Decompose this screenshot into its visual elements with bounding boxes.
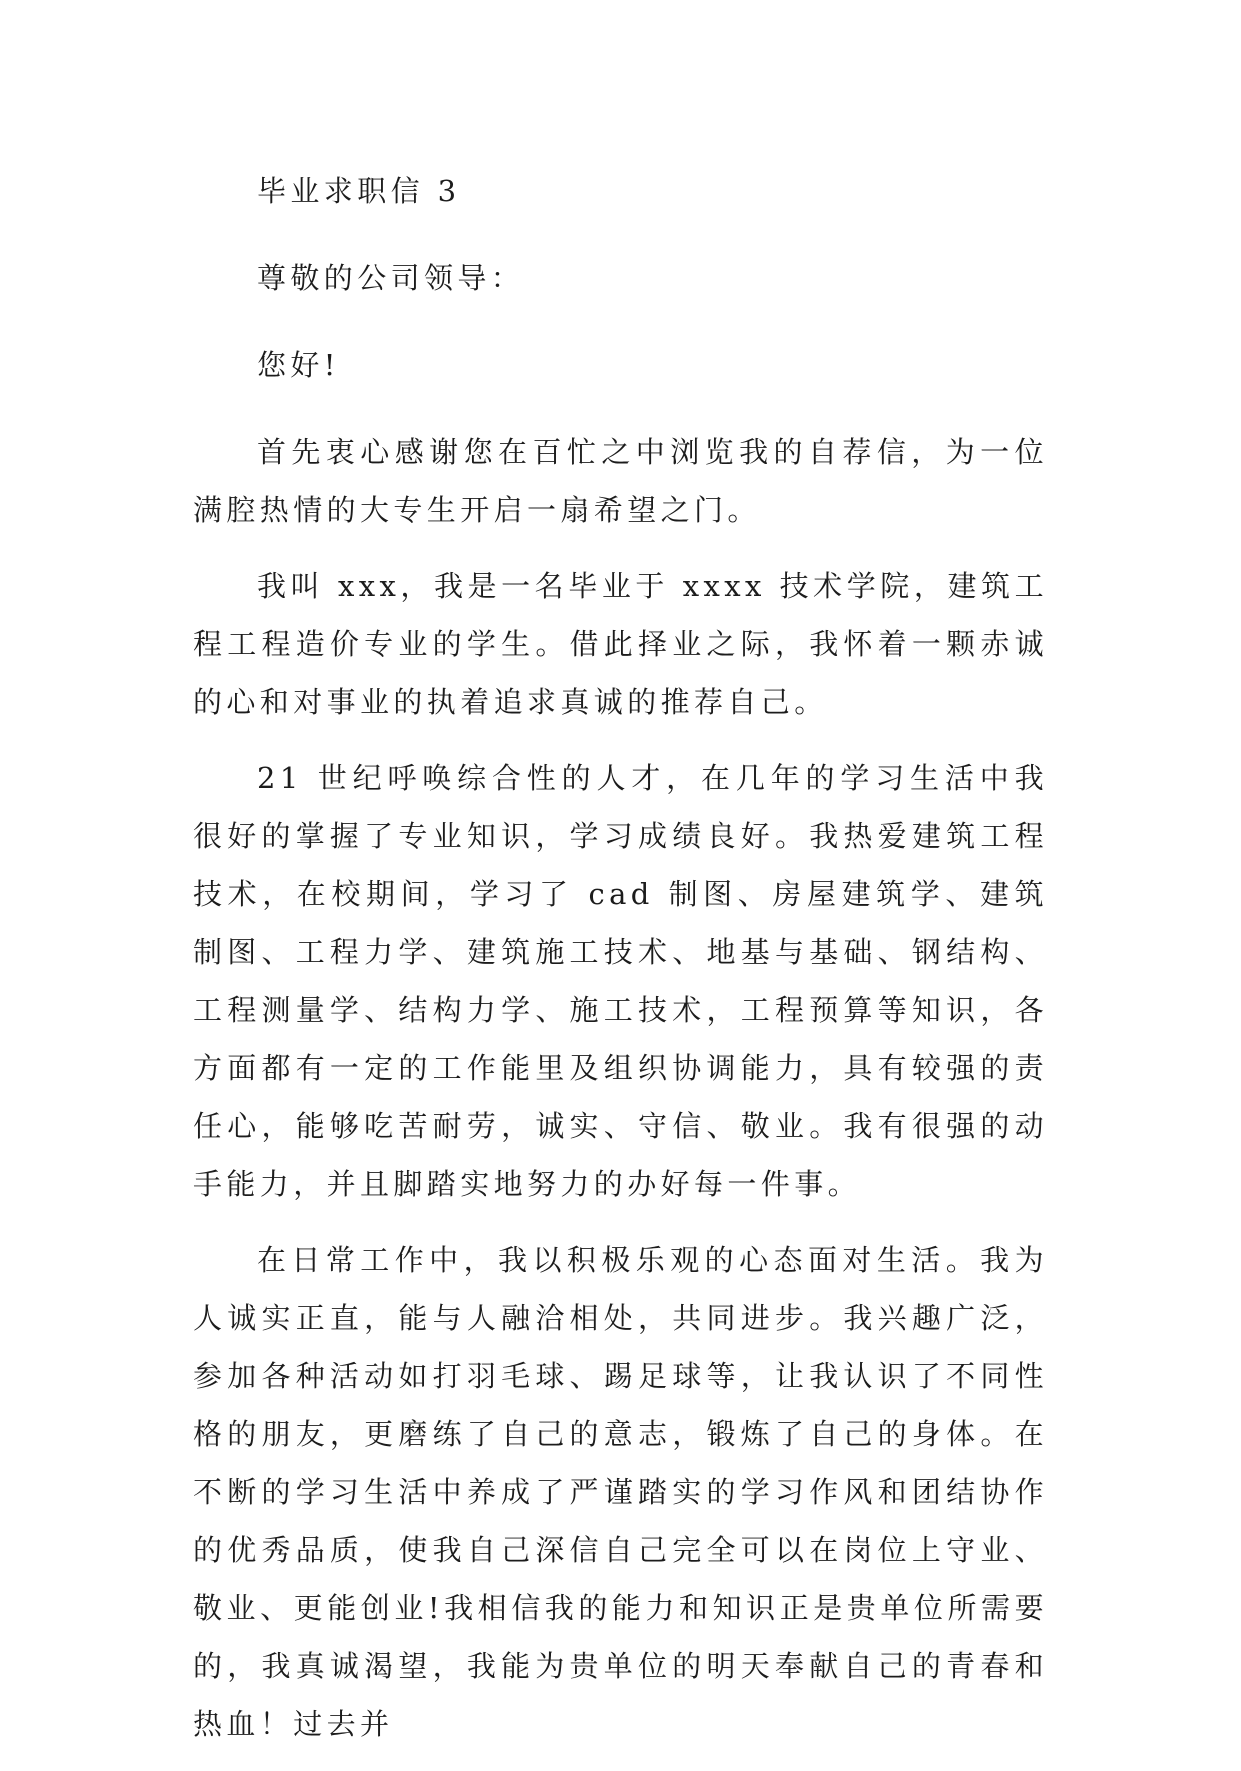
paragraph-self-introduction: 我叫 xxx，我是一名毕业于 xxxx 技术学院，建筑工程工程造价专业的学生。借此择业之际，我怀着一颗赤诚的心和对事业的执着追求真诚的推荐自己。 [193, 569, 1048, 719]
letter-title: 毕业求职信 3 [257, 174, 461, 208]
paragraph-intro: 首先衷心感谢您在百忙之中浏览我的自荐信，为一位满腔热情的大专生开启一扇希望之门。 [193, 435, 1048, 527]
paragraph-character: 在日常工作中，我以积极乐观的心态面对生活。我为人诚实正直，能与人融洽相处，共同进步。我兴趣广泛，参加各种活动如打羽毛球、踢足球等，让我认识了不同性格的朋友，更磨练了自己的意志，锻炼了自己的身体。在不断的学习生活中养成了严谨踏实的学习作风和团结协作的优秀品质，使我自己深信自己完全可以在岗位上守业、敬业、更能创业!我相信我的能力和知识正是贵单位所需要的，我真诚渴望，我能为贵单位的明天奉献自己的青春和热血！过去并 [193, 1243, 1048, 1741]
letter-salutation: 尊敬的公司领导： [257, 261, 525, 295]
letter-body [193, 162, 1048, 1771]
letter-greeting: 您好! [257, 348, 340, 382]
paragraph-skills: 21 世纪呼唤综合性的人才，在几年的学习生活中我很好的掌握了专业知识，学习成绩良好。我热爱建筑工程技术，在校期间，学习了 cad 制图、房屋建筑学、建筑制图、工程力学、建筑施工技术、地基与基础、钢结构、工程测量学、结构力学、施工技术，工程预算等知识，各方面都有一定的工作能里及组织协调能力，具有较强的责任心，能够吃苦耐劳，诚实、守信、敬业。我有很强的动手能力，并且脚踏实地努力的办好每一件事。 [193, 761, 1048, 1201]
